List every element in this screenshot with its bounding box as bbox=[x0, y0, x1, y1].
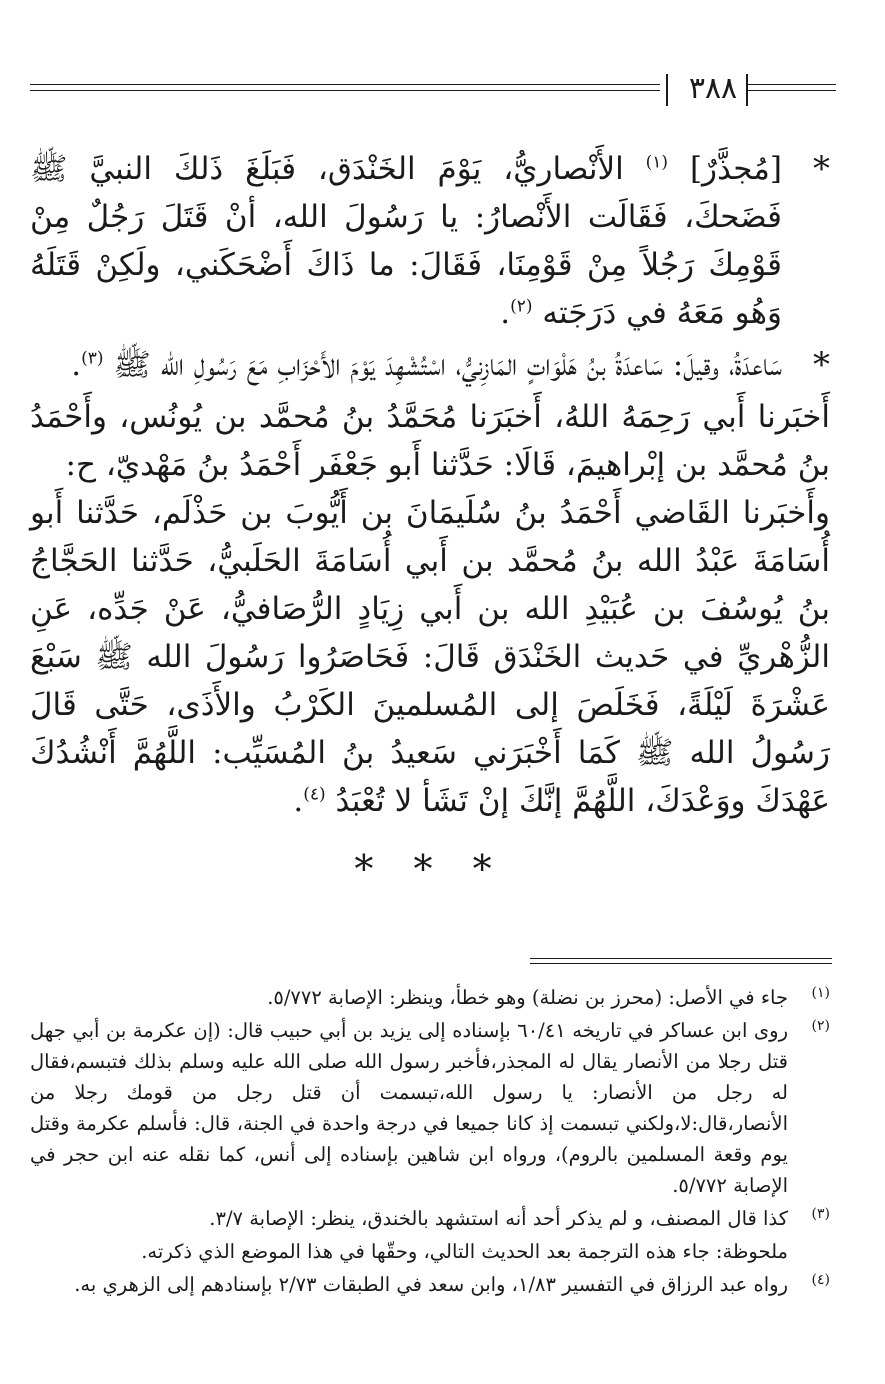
footnote-text: روى ابن عساكر في تاريخه ٦٠/٤١ بإسناده إلى يزيد بن أبي حبيب قال: (إن عكرمة بن أبي جهل قتل رجلا من الأنصار يقال له المجذر،فأخبر رسول الله صلى الله عليه وسلم بذلك فتبسم،فقال له رجل من الأنصار: يا رسول الله،تبسمت أن قتل رجل من قومك رجلا من الأنصار،قال:لا،ولكني تبسمت إذ كانا جميعا في درجة واحدة في الجنة، قال: فأسلم عكرمة وقتل يوم وقعة المسلمين بالروم)، ورواه ابن شاهين بإسناده إلى أنس، كما نقله عنه ابن حجر في الإصابة ٥/٧٧٢. bbox=[30, 1019, 788, 1197]
footnote-ref[interactable]: (٢) bbox=[510, 296, 533, 317]
footnote-number: (٤) bbox=[811, 1272, 830, 1288]
footnote-number: (٣) bbox=[811, 1206, 830, 1222]
footnote bbox=[30, 982, 830, 1013]
entry-text: الأَنْصاريُّ، يَوْمَ الخَنْدَق، فَبَلَغَ ذَلكَ النبيَّ ﷺ فَضَحكَ، فَقَالَت الأَنْصارُ: يا رَسُولَ الله، أنْ قَتَلَ رَجُلٌ مِنْ قَوْمِكَ رَجُلاً مِنْ قَوْمِنَا، فَقَالَ: ما ذَاكَ أَضْحَكَني، ولَكِنْ قَتَلَهُ وَهُو مَعَهُ في دَرَجَته bbox=[30, 151, 782, 331]
section-separator: * * * bbox=[354, 847, 506, 891]
main-text bbox=[30, 145, 830, 893]
footnote-text: رواه عبد الرزاق في التفسير ١/٨٣، وابن سعد في الطبقات ٢/٧٣ بإسنادهم إلى الزهري به. bbox=[74, 1273, 788, 1296]
hadith-text: وأَخبَرنا القَاضي أَحْمَدُ بنُ سُلَيمَانَ بن أَيُّوبَ بن حَذْلَم، حَدَّثنا أَبو أُسَامَةَ عَبْدُ الله بنُ مُحمَّد بن أَبي أُسَامَةَ الحَلَبيُّ، حَدَّثنا الحَجَّاجُ بنُ يُوسُفَ بن عُبَيْدِ الله بن أَبي زِيَادٍ الرُّصَافيُّ، عَنْ جَدِّه، عَنِ الزُّهْريِّ في حَديث الخَنْدَق قَالَ: فَحَاصَرُوا رَسُولَ الله ﷺ سَبْعَ عَشْرَةَ لَيْلَةً، فَخَلَصَ إلى المُسلمينَ الكَرْبُ والأَذَى، حَتَّى قَالَ رَسُولُ الله ﷺ كَمَا أَخْبَرَني سَعيدُ بنُ المُسَيِّب: اللَّهُمَّ أَنْشُدُكَ عَهْدَكَ ووَعْدَكَ، اللَّهُمَّ إنَّكَ إنْ تَشَأ لا تُعْبَدُ bbox=[30, 495, 831, 819]
entry-text: سَاعدَةُ، وقيلَ: سَاعدَةُ بنُ هَلْوَاتٍ المَازِنيُّ، اسْتُشْهِدَ يَوْمَ الأَحْزَابِ مَعَ رَسُولِ الله ﷺ bbox=[113, 347, 782, 383]
entry-text: [مُجذَّرٌ] bbox=[668, 151, 782, 187]
entry-star-icon: * bbox=[813, 149, 830, 189]
footnote-ref[interactable]: (٤) bbox=[303, 784, 326, 805]
footnote-note: ملحوظة: جاء هذه الترجمة بعد الحديث التالي، وحقّها في هذا الموضع الذي ذكرته. bbox=[141, 1240, 788, 1263]
footnote bbox=[30, 1015, 830, 1201]
footnote-ref[interactable]: (٣) bbox=[81, 348, 104, 369]
footnote bbox=[30, 1269, 830, 1300]
footnotes bbox=[30, 982, 830, 1302]
footnote-text: جاء في الأصل: (محرز بن نضلة) وهو خطأ، وينظر: الإصابة ٥/٧٧٢. bbox=[267, 986, 788, 1009]
footnote-rule bbox=[530, 958, 832, 964]
hadith-end: . bbox=[293, 783, 304, 819]
header-divider bbox=[666, 74, 668, 106]
header-rule-left bbox=[30, 84, 660, 91]
biography-entry bbox=[30, 145, 830, 337]
footnote-ref[interactable]: (١) bbox=[645, 152, 669, 173]
page-header bbox=[30, 70, 812, 110]
entry-end: . bbox=[71, 347, 82, 383]
footnote-text: كذا قال المصنف، و لم يذكر أحد أنه استشهد بالخندق، ينظر: الإصابة ٣/٧. bbox=[209, 1207, 788, 1230]
entry-star-icon: * bbox=[813, 345, 830, 385]
isnad-paragraph: أَخبَرنا أَبي رَحِمَهُ اللهُ، أَخبَرَنا مُحَمَّدُ بنُ مُحمَّد بن يُونُس، وأَحْمَدُ بنُ مُحمَّد بن إبْراهيمَ، قَالَا: حَدَّثنا أَبو جَعْفَر أَحْمَدُ بنُ مَهْديّ، ح: bbox=[30, 399, 830, 483]
page-number: ٣٨٨ bbox=[688, 71, 738, 106]
hadith-paragraph bbox=[30, 489, 830, 825]
entry-end: . bbox=[500, 295, 511, 331]
header-rule-right bbox=[748, 84, 836, 91]
footnote bbox=[30, 1203, 830, 1234]
biography-entry bbox=[30, 341, 830, 389]
footnote-number: (١) bbox=[811, 985, 830, 1001]
footnote-number: (٢) bbox=[811, 1018, 830, 1034]
